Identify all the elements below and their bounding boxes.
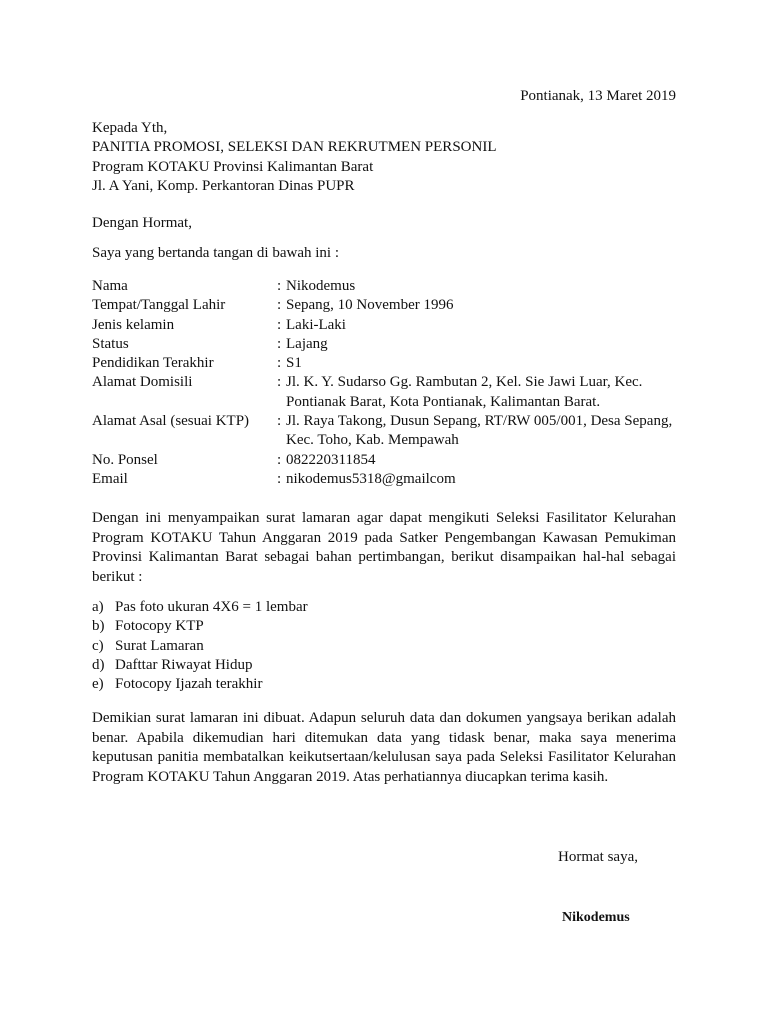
- greeting: Dengan Hormat,: [92, 215, 192, 231]
- attachment-list: [92, 598, 308, 694]
- identity-separator: :: [277, 297, 282, 314]
- list-item-marker: c): [92, 637, 104, 654]
- identity-separator: :: [277, 451, 282, 468]
- identity-row-phone: [92, 451, 676, 470]
- identity-row-education: [92, 354, 676, 373]
- identity-label: Jenis kelamin: [92, 316, 175, 333]
- list-item-marker: e): [92, 676, 104, 693]
- list-item: [92, 637, 308, 656]
- letter-date: Pontianak, 13 Maret 2019: [520, 88, 676, 104]
- identity-label: Alamat Asal (sesuai KTP): [92, 413, 250, 430]
- identity-row-email: [92, 470, 676, 489]
- intro-line: Saya yang bertanda tangan di bawah ini :: [92, 245, 340, 261]
- identity-table: [92, 277, 676, 489]
- recipient-address: Jl. A Yani, Komp. Perkantoran Dinas PUPR: [92, 177, 355, 194]
- identity-value: nikodemus5318@gmailcom: [286, 470, 456, 487]
- identity-separator: :: [277, 470, 282, 487]
- identity-row-domicile: [92, 373, 676, 412]
- identity-label: Tempat/Tanggal Lahir: [92, 297, 226, 314]
- list-item-text: Fotocopy Ijazah terakhir: [115, 676, 263, 693]
- recipient-block: [92, 119, 496, 196]
- identity-separator: :: [277, 413, 282, 430]
- identity-value: Laki-Laki: [286, 316, 346, 333]
- recipient-salutation: Kepada Yth,: [92, 120, 168, 136]
- list-item-marker: b): [92, 618, 105, 635]
- identity-row-birth: [92, 296, 676, 315]
- identity-value: Lajang: [286, 335, 328, 352]
- identity-value: 082220311854: [286, 451, 376, 468]
- identity-separator: :: [277, 335, 282, 352]
- identity-row-status: [92, 335, 676, 354]
- identity-label: Status: [92, 335, 129, 352]
- identity-label: Alamat Domisili: [92, 374, 193, 391]
- identity-row-origin-address: [92, 412, 676, 451]
- list-item: [92, 656, 308, 675]
- signer-name: Nikodemus: [562, 910, 630, 925]
- identity-label: Nama: [92, 278, 128, 294]
- identity-value: Sepang, 10 November 1996: [286, 297, 454, 314]
- list-item-text: Dafttar Riwayat Hidup: [115, 656, 253, 673]
- list-item-text: Pas foto ukuran 4X6 = 1 lembar: [115, 599, 308, 615]
- list-item-text: Fotocopy KTP: [115, 618, 204, 635]
- closing-paragraph: Demikian surat lamaran ini dibuat. Adapun seluruh data dan dokumen yangsaya berikan adalah benar. Apabila dikemudian hari ditemukan data yang tidask benar, maka saya menerima keputusan panitia membatalkan keikutsertaan/kelulusan saya pada Seleksi Fasilitator Kelurahan Program KOTAKU Tahun Anggaran 2019. Atas perhatiannya diucapkan terima kasih.: [92, 710, 676, 785]
- list-item: [92, 675, 308, 694]
- application-paragraph: Dengan ini menyampaikan surat lamaran agar dapat mengikuti Seleksi Fasilitator Kelurahan Program KOTAKU Tahun Anggaran 2019 pada Satker Pengembangan Kawasan Pemukiman Provinsi Kalimantan Barat sebagai bahan pertimbangan, berikut disampaikan hal-hal sebagai berikut :: [92, 510, 676, 585]
- list-item: [92, 598, 308, 617]
- identity-value: Nikodemus: [286, 278, 356, 294]
- letter-page: [92, 0, 676, 1024]
- recipient-committee: PANITIA PROMOSI, SELEKSI DAN REKRUTMEN PERSONIL: [92, 139, 497, 156]
- identity-value: Jl. Raya Takong, Dusun Sepang, RT/RW 005/001, Desa Sepang, Kec. Toho, Kab. Mempawah: [286, 413, 673, 449]
- recipient-program: Program KOTAKU Provinsi Kalimantan Barat: [92, 158, 374, 175]
- identity-label: No. Ponsel: [92, 451, 158, 468]
- identity-row-gender: [92, 316, 676, 335]
- identity-separator: :: [277, 355, 282, 372]
- identity-value: S1: [286, 355, 302, 372]
- list-item-text: Surat Lamaran: [115, 637, 204, 654]
- identity-separator: :: [277, 278, 282, 294]
- identity-value: Jl. K. Y. Sudarso Gg. Rambutan 2, Kel. Sie Jawi Luar, Kec. Pontianak Barat, Kota Pontianak, Kalimantan Barat.: [286, 374, 643, 410]
- identity-row-name: [92, 277, 676, 296]
- list-item-marker: a): [92, 599, 104, 615]
- closing-salutation: Hormat saya,: [558, 849, 638, 865]
- identity-separator: :: [277, 374, 282, 391]
- identity-label: Email: [92, 470, 128, 487]
- identity-separator: :: [277, 316, 282, 333]
- identity-label: Pendidikan Terakhir: [92, 355, 214, 372]
- list-item-marker: d): [92, 656, 105, 673]
- list-item: [92, 617, 308, 636]
